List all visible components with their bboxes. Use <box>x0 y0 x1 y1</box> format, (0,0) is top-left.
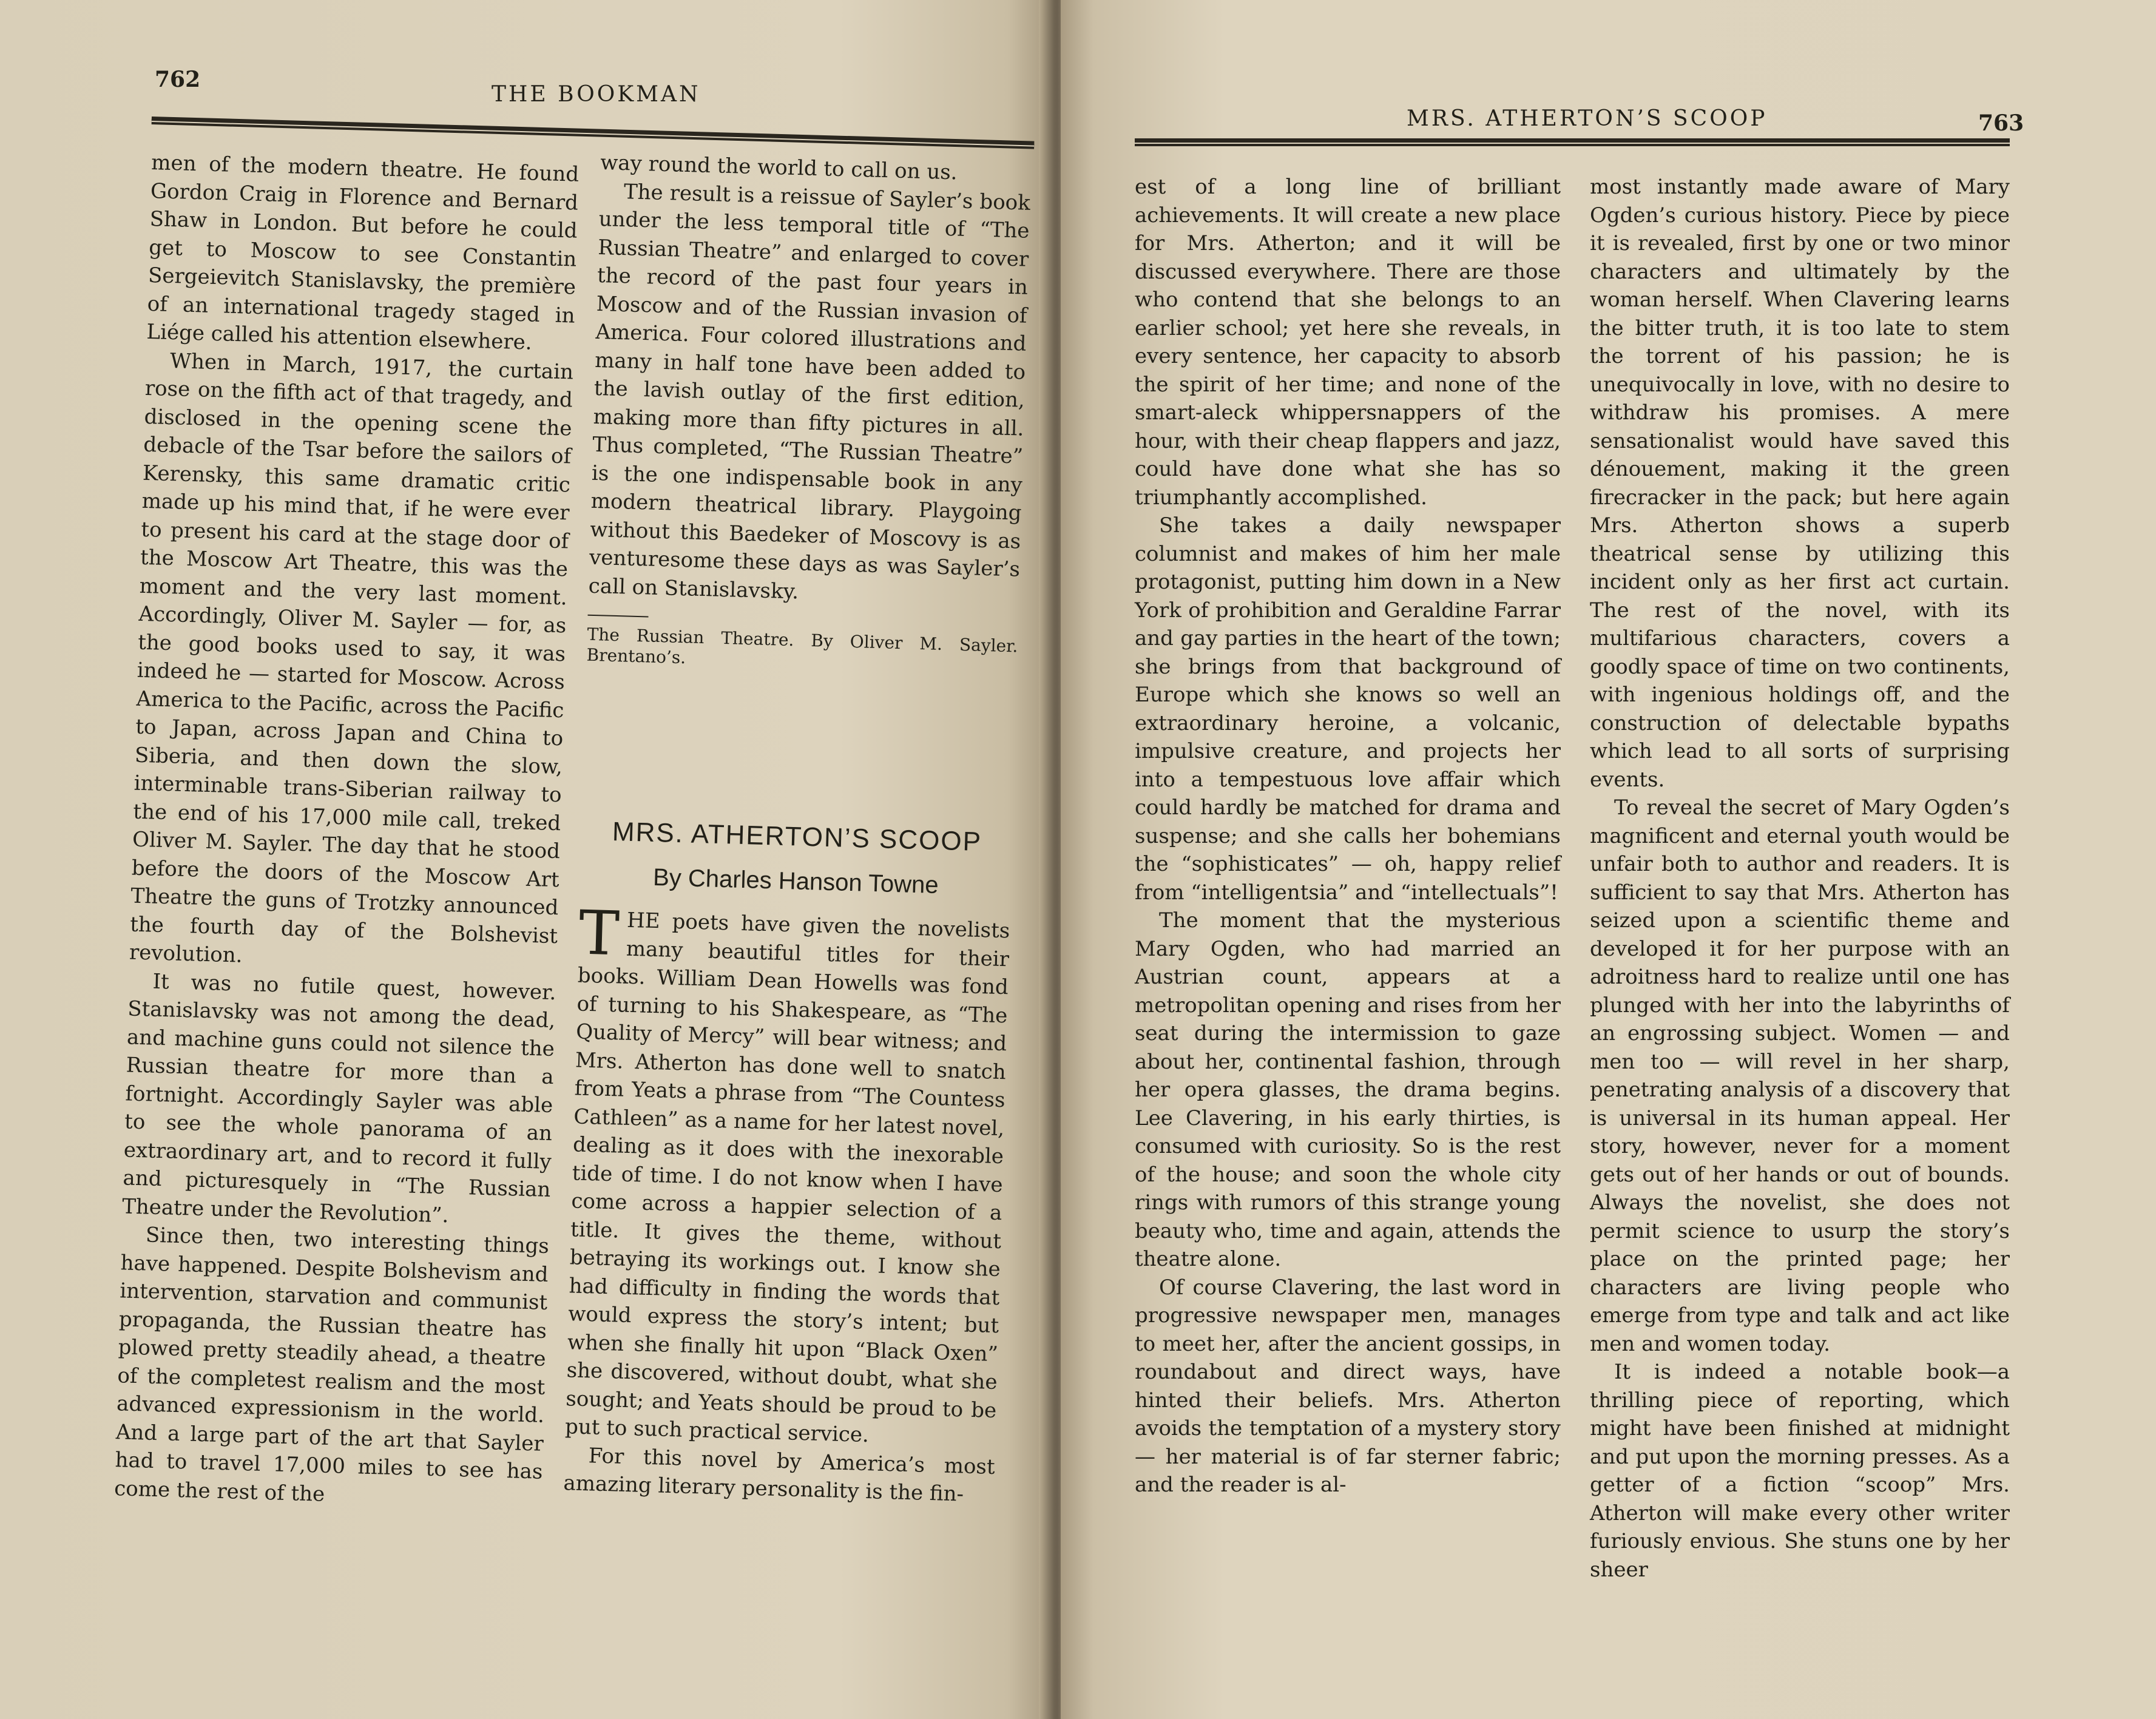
paragraph: est of a long line of brilliant achievements. It will create a new place for Mrs. Atherton; and it will be discussed everywhere. There are those who contend that she belongs to an earlier school; yet here she reveals, in every sentence, her capacity to absorb the spirit of her time; and none of the smart-aleck whippersnappers of the hour, with their cheap flappers and jazz, could have done what she has so triumphantly accomplished. <box>1135 175 1561 510</box>
article-byline: By Charles Hanson Towne <box>652 863 939 899</box>
drop-cap: T <box>578 897 621 970</box>
running-head: MRS. ATHERTON’S SCOOP <box>1407 106 1768 131</box>
right-column-2 <box>1590 173 2010 1584</box>
paragraph: It is indeed a notable book—a thrilling piece of reporting, which might have been finished at midnight and put upon the morning presses. As a getter of a fiction “scoop” Mrs. Atherton will make every other writer furiously envious. She stuns one by her sheer <box>1590 1360 2010 1582</box>
paragraph: Since then, two interesting things have happened. Despite Bolshevism and intervention, starvation and communist propaganda, the Russian theatre has plowed pretty steadily ahead, a theatre of the completest realism and the most advanced expressionism in the world. And a large part of the art that Sayler had to travel 17,000 miles to see has come the rest of the <box>113 1223 550 1507</box>
page-number: 762 <box>155 67 201 92</box>
paragraph: To reveal the secret of Mary Ogden’s magnificent and eternal youth would be unfair both to author and readers. It is sufficient to say that Mrs. Atherton has seized upon a scientific theme and developed it for her purpose with an adroitness hard to realize until one has plunged with her into the labyrinths of an engrossing subject. Women — and men too — will revel in her sharp, penetrating analysis of a discovery that is universal in its human appeal. Her story, however, never for a moment gets out of her hands or out of bounds. Always the novelist, she does not permit science to usurp the story’s place on the printed page; her characters are living people who emerge from type and talk and act like men and women today. <box>1590 795 2010 1356</box>
paragraph: Of course Clavering, the last word in progressive newspaper men, manages to meet her, after the ancient gossips, in roundabout and direct ways, have hinted their beliefs. Mrs. Atherton avoids the temptation of a mystery story — her material is of far sterner fabric; and the reader is al- <box>1135 1275 1561 1497</box>
paragraph: men of the modern theatre. He found Gordon Craig in Florence and Bernard Shaw in London. But before he could get to Moscow to see Constantin Sergeievitch Stanislavsky, the première of an international tragedy staged in Liége called his attention elsewhere. <box>146 150 580 355</box>
page-number: 763 <box>1978 110 2024 136</box>
paragraph: It was no futile quest, however. Stanislavsky was not among the dead, and machine guns could not silence the Russian theatre for more than a fortnight. Accordingly Sayler was able to see the whole panorama of an extraordinary art, and to record it fully and picturesquely in “The Russian Theatre under the Revolution”. <box>121 969 556 1228</box>
left-page <box>0 0 1050 1719</box>
footnote-rule <box>588 615 649 618</box>
header-rule <box>1135 138 2010 144</box>
running-head: THE BOOKMAN <box>492 82 701 107</box>
paragraph: For this novel by America’s most amazing literary personality is the fin- <box>563 1443 996 1507</box>
paragraph-text: HE poets have given the novelists many beautiful titles for their books. William Dean Howells was fond of turning to his Shakespeare, as “The Quality of Mercy” will bear witness; and Mrs. Atherton has done well to snatch from Yeats a phrase from “The Countess Cathleen” as a name for her latest novel, dealing as it does with the inexorable tide of time. I do not know when I have come across a happier selection of a title. It gives the theme, without betraying its workings out. I know she had difficulty in finding the words that would express the story’s intent; but when she finally hit upon “Black Oxen” she discovered, without doubt, what she sought; and Yeats should be proud to be put to such practical service. <box>564 908 1010 1448</box>
left-column-2 <box>563 149 1032 1509</box>
paragraph: most instantly made aware of Mary Ogden’s curious history. Piece by piece it is revealed, first by one or two minor characters and ultimately by the woman herself. When Clavering learns the bitter truth, it is too late to stem the torrent of his passion; he is unequivocally in love, with no desire to withdraw his promises. A mere sensationalist would have saved this dénouement, making it the green firecracker in the pack; but here again Mrs. Atherton shows a superb theatrical sense by utilizing this incident only as her first act curtain. The rest of the novel, with its multifarious characters, covers a goodly space of time on two continents, with ingenious holdings off, and the construction of delectable bypaths which lead to all sorts of surprising events. <box>1590 175 2010 792</box>
left-column-1 <box>114 149 580 1515</box>
right-column-1 <box>1135 173 1561 1499</box>
paragraph: The moment that the mysterious Mary Ogden, who had married an Austrian count, appears at a metropolitan opening and rises from her seat during the intermission to gaze about her, continental fashion, through her opera glasses, the drama begins. Lee Clavering, in his early thirties, is consumed with curiosity. So is the rest of the house; and soon the whole city rings with rumors of this strange young beauty who, time and again, attends the theatre alone. <box>1135 908 1561 1271</box>
header-rule <box>152 117 1035 147</box>
footnote: The Russian Theatre. By Oliver M. Sayler. Brentano’s. <box>586 624 1018 668</box>
paragraph: The result is a reissue of Sayler’s book under the less temporal title of “The Russian Theatre” and enlarged to cover the record of the past four years in Moscow and of the Russian invasion of America. Four colored illustrations and many in half tone have been added to the lavish outlay of the first edition, making more than fifty pictures in all. Thus completed, “The Russian Theatre” is the one indispensable book in any modern theatrical library. Playgoing without this Baedeker of Moscovy is as venturesome these days as was Sayler’s call on Stanislavsky. <box>588 179 1031 604</box>
article-title: MRS. ATHERTON’S SCOOP <box>612 816 982 857</box>
paragraph: She takes a daily newspaper columnist and makes of him her male protagonist, putting him down in a New York of prohibition and Geraldine Farrar and gay parties in the heart of the town; she brings from that background of Europe which she knows so well an extraordinary heroine, a volcanic, impulsive creature, and projects her into a tempestuous love affair which could hardly be matched for drama and suspense; and she calls her bohemians the “sophisticates” — oh, happy relief from “intelligentsia” and “intellectuals”! <box>1135 513 1561 905</box>
right-page <box>1061 0 2156 1719</box>
paragraph: When in March, 1917, the curtain rose on the fifth act of that tragedy, and disclosed in the opening scene the debacle of the Tsar before the sailors of Kerensky, this same dramatic critic made up his mind that, if he were ever to present his card at the stage door of the Moscow Art Theatre, this was the moment and the very last moment. Accordingly, Oliver M. Sayler — for, as the good books used to say, it was indeed he — started for Moscow. Across America to the Pacific, across the Pacific to Japan, across Japan and China to Siberia, and then down the slow, interminable trans-Siberian railway to the end of his 17,000 mile call, treked Oliver M. Sayler. The day that he stood before the doors of the Moscow Art Theatre the guns of Trotzky announced the fourth day of the Bolshevist revolution. <box>129 348 574 968</box>
paragraph: way round the world to call on us. <box>600 150 958 185</box>
paragraph <box>564 897 1010 1453</box>
